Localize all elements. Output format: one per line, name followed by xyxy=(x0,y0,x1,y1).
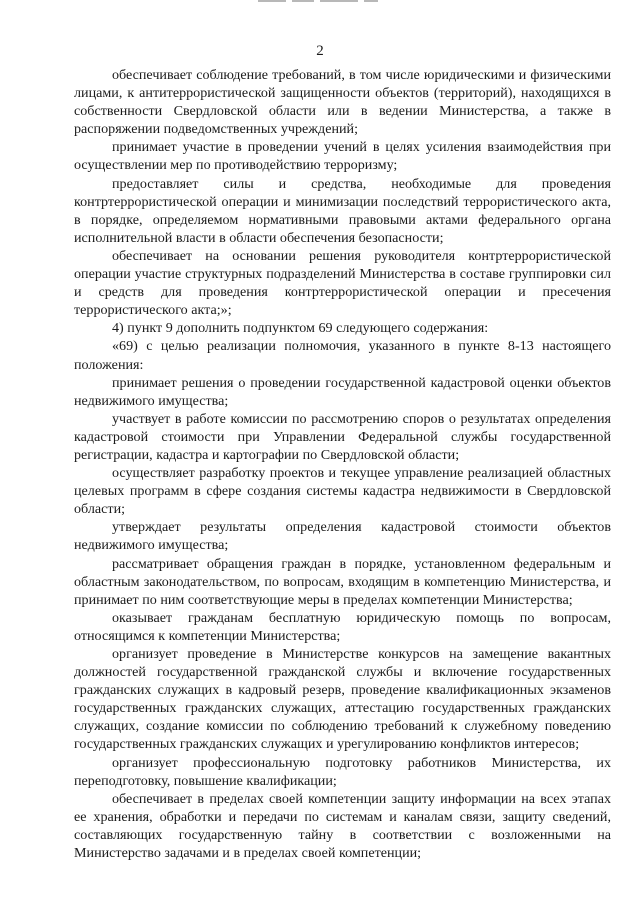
paragraph: рассматривает обращения граждан в порядке, установленном федеральным и областным законодательством, по вопросам, входящим в компетенцию Министерства, и принимает по ним соответствующие меры в пределах компетенции Министерства; xyxy=(74,555,611,608)
paragraph: участвует в работе комиссии по рассмотрению споров о результатах определения кадастровой стоимости при Управлении Федеральной службы государственной регистрации, кадастра и картографии по Свердловской области; xyxy=(74,410,611,463)
paragraph: оказывает гражданам бесплатную юридическую помощь по вопросам, относящимся к компетенции Министерства; xyxy=(74,609,611,644)
scan-artifact xyxy=(258,0,378,3)
paragraph: обеспечивает на основании решения руководителя контртеррористической операции участие структурных подразделений Министерства в составе группировки сил и средств для проведения контртеррористической операции и пресечения террористического акта;»; xyxy=(74,247,611,319)
page-number: 2 xyxy=(316,43,324,59)
paragraph: утверждает результаты определения кадастровой стоимости объектов недвижимого имущества; xyxy=(74,519,611,554)
paragraph: обеспечивает соблюдение требований, в том числе юридическими и физическими лицами, к антитеррористической защищенности объектов (территорий), находящихся в собственности Свердловской области или в ведении Министерства, а также в распоряжении подведомственных учреждений; xyxy=(74,67,611,138)
paragraph: «69) с целью реализации полномочия, указанного в пункте 8-13 настоящего положения: xyxy=(74,338,611,373)
paragraph: предоставляет силы и средства, необходимые для проведения контртеррористической операции и минимизации последствий террористического акта, в порядке, определяемом нормативными правовыми актами федерального органа исполнительной власти в области обеспечения безопасности; xyxy=(74,175,611,246)
document-body xyxy=(74,66,611,862)
paragraph: обеспечивает в пределах своей компетенции защиту информации на всех этапах ее хранения, обработки и передачи по системам и каналам связи, защиту сведений, составляющих государственную тайну в соответствии с возложенными на Министерство задачами и в пределах своей компетенции; xyxy=(74,790,611,862)
paragraph: организует проведение в Министерстве конкурсов на замещение вакантных должностей государственной гражданской службы и включение государственных гражданских служащих в кадровый резерв, проведение квалификационных экзаменов государственных гражданских служащих, аттестацию государственных гражданских служащих, создание комиссии по соблюдению требований к служебному поведению государственных гражданских служащих и урегулированию конфликтов интересов; xyxy=(74,646,611,753)
paragraph: 4) пункт 9 дополнить подпунктом 69 следующего содержания: xyxy=(112,320,489,337)
paragraph: принимает решения о проведении государственной кадастровой оценки объектов недвижимого имущества; xyxy=(74,374,611,409)
paragraph: организует профессиональную подготовку работников Министерства, их переподготовку, повышение квалификации; xyxy=(74,754,611,789)
paragraph: принимает участие в проведении учений в целях усиления взаимодействия при осуществлении мер по противодействию терроризму; xyxy=(74,139,611,174)
paragraph: осуществляет разработку проектов и текущее управление реализацией областных целевых программ в сфере создания системы кадастра недвижимости в Свердловской области; xyxy=(74,465,611,518)
